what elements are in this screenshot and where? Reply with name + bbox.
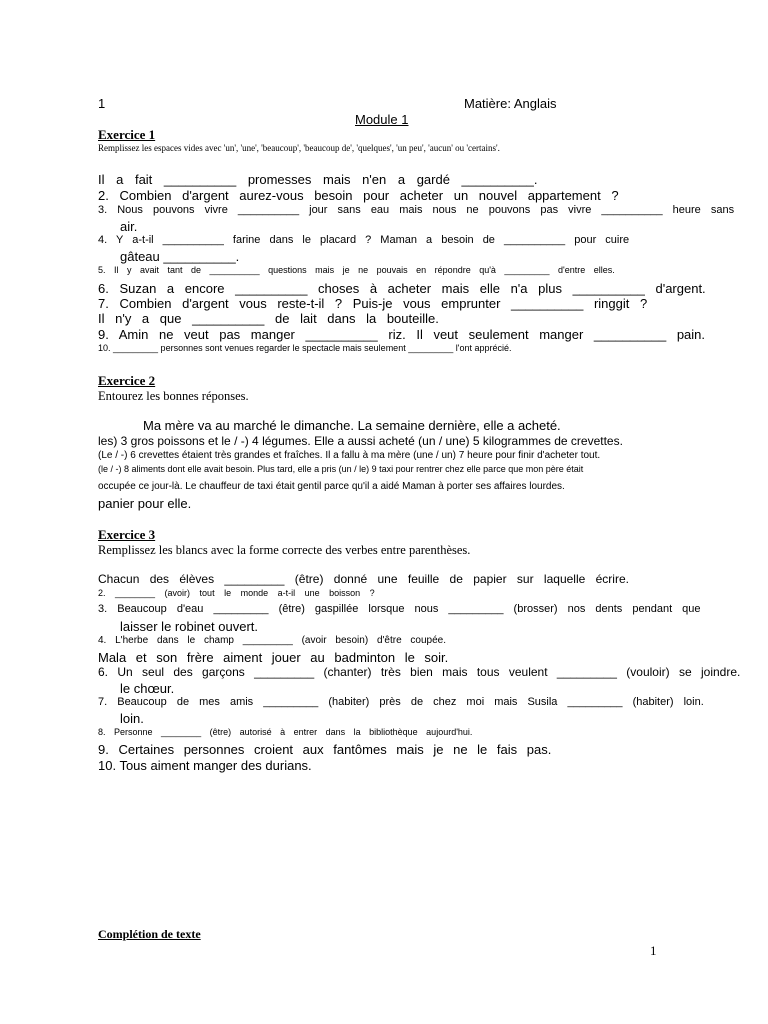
exercise-3-line: le chœur. [120,681,175,696]
exercise-1-line: 3. Nous pouvons vivre __________ jour sans eau mais nous ne pouvons pas vivre __________ heure sans [98,204,735,216]
exercise-3-line: 3. Beaucoup d'eau _________ (être) gaspillée lorsque nous _________ (brosser) nos dents pendant que [98,603,701,615]
exercise-3-line: Chacun des élèves _________ (être) donné une feuille de papier sur laquelle écrire. [98,572,629,586]
exercise-3-title: Exercice 3 [98,527,156,542]
exercise-3-line: 10. Tous aiment manger des durians. [98,758,312,773]
header-module: Module 1 [355,112,409,127]
exercise-2-line: occupée ce jour-là. Le chauffeur de taxi était gentil parce qu'il a aidé Maman à porter ses affaires lourdes. [98,481,565,492]
exercise-2-line: Ma mère va au marché le dimanche. La semaine dernière, elle a acheté. [143,418,561,433]
exercise-2-instruction: Entourez les bonnes réponses. [98,389,249,403]
exercise-3-line: laisser le robinet ouvert. [120,619,259,634]
exercise-2-title: Exercice 2 [98,373,156,388]
exercise-1-line: gâteau __________. [120,249,240,264]
exercise-1-line: 7. Combien d'argent vous reste-t-il ? Puis-je vous emprunter __________ ringgit ? [98,296,648,311]
exercise-1-line: Il a fait __________ promesses mais n'en a gardé __________. [98,172,538,187]
exercise-1-line: 10. _________ personnes sont venues regarder le spectacle mais seulement _________ l'ont apprécié. [98,343,512,353]
exercise-3-line: 8. Personne ________ (être) autorisé à entrer dans la bibliothèque aujourd'hui. [98,727,473,737]
exercise-1-line: Il n'y a que __________ de lait dans la bouteille. [98,311,439,326]
exercise-1-line: 4. Y a-t-il __________ farine dans le placard ? Maman a besoin de __________ pour cuire [98,234,630,246]
exercise-1-title: Exercice 1 [98,127,156,142]
exercise-3-line: 9. Certaines personnes croient aux fantômes mais je ne le fais pas. [98,742,552,757]
footer-page-number: 1 [650,943,657,958]
exercise-3-line: 4. L'herbe dans le champ _________ (avoir besoin) d'être coupée. [98,635,447,646]
exercise-3-instruction: Remplissez les blancs avec la forme correcte des verbes entre parenthèses. [98,543,471,557]
exercise-1-line: 2. Combien d'argent aurez-vous besoin pour acheter un nouvel appartement ? [98,188,619,203]
header-page-number: 1 [98,96,106,111]
exercise-1-line: 5. Il y avait tant de __________ questions mais je ne pouvais en répondre qu'à _________ d'entre elles. [98,265,615,275]
exercise-3-line: loin. [120,711,144,726]
exercise-2-line: (le / -) 8 aliments dont elle avait besoin. Plus tard, elle a pris (un / le) 9 taxi pour rentrer chez elle parce que mon père était [98,464,584,474]
header-subject: Matière: Anglais [464,96,557,111]
exercise-1-instruction: Remplissez les espaces vides avec 'un', 'une', 'beaucoup', 'beaucoup de', 'quelques', 'un peu', 'aucun' ou 'certains'. [98,143,500,153]
exercise-3-line: Mala et son frère aiment jouer au badminton le soir. [98,650,449,665]
exercise-2-line: (Le / -) 6 crevettes étaient très grandes et fraîches. Il a fallu à ma mère (une / un) 7 heure pour finir d'acheter tout. [98,450,601,461]
exercise-3-line: 6. Un seul des garçons _________ (chanter) très bien mais tous veulent _________ (vouloir) se joindre. [98,665,741,679]
exercise-3-line: 2. ________ (avoir) tout le monde a-t-il une boisson ? [98,588,375,598]
exercise-2-line: panier pour elle. [98,496,192,511]
text-completion-title: Complétion de texte [98,927,201,941]
exercise-3-line: 7. Beaucoup de mes amis _________ (habiter) près de chez moi mais Susila _________ (habiter) loin. [98,696,704,708]
exercise-1-line: 9. Amin ne veut pas manger __________ riz. Il veut seulement manger __________ pain. [98,327,706,342]
exercise-1-line: air. [120,219,138,234]
exercise-2-line: les) 3 gros poissons et le / -) 4 légumes. Elle a aussi acheté (un / une) 5 kilogrammes de crevettes. [98,434,623,448]
exercise-1-line: 6. Suzan a encore __________ choses à acheter mais elle n'a plus __________ d'argent. [98,281,706,296]
